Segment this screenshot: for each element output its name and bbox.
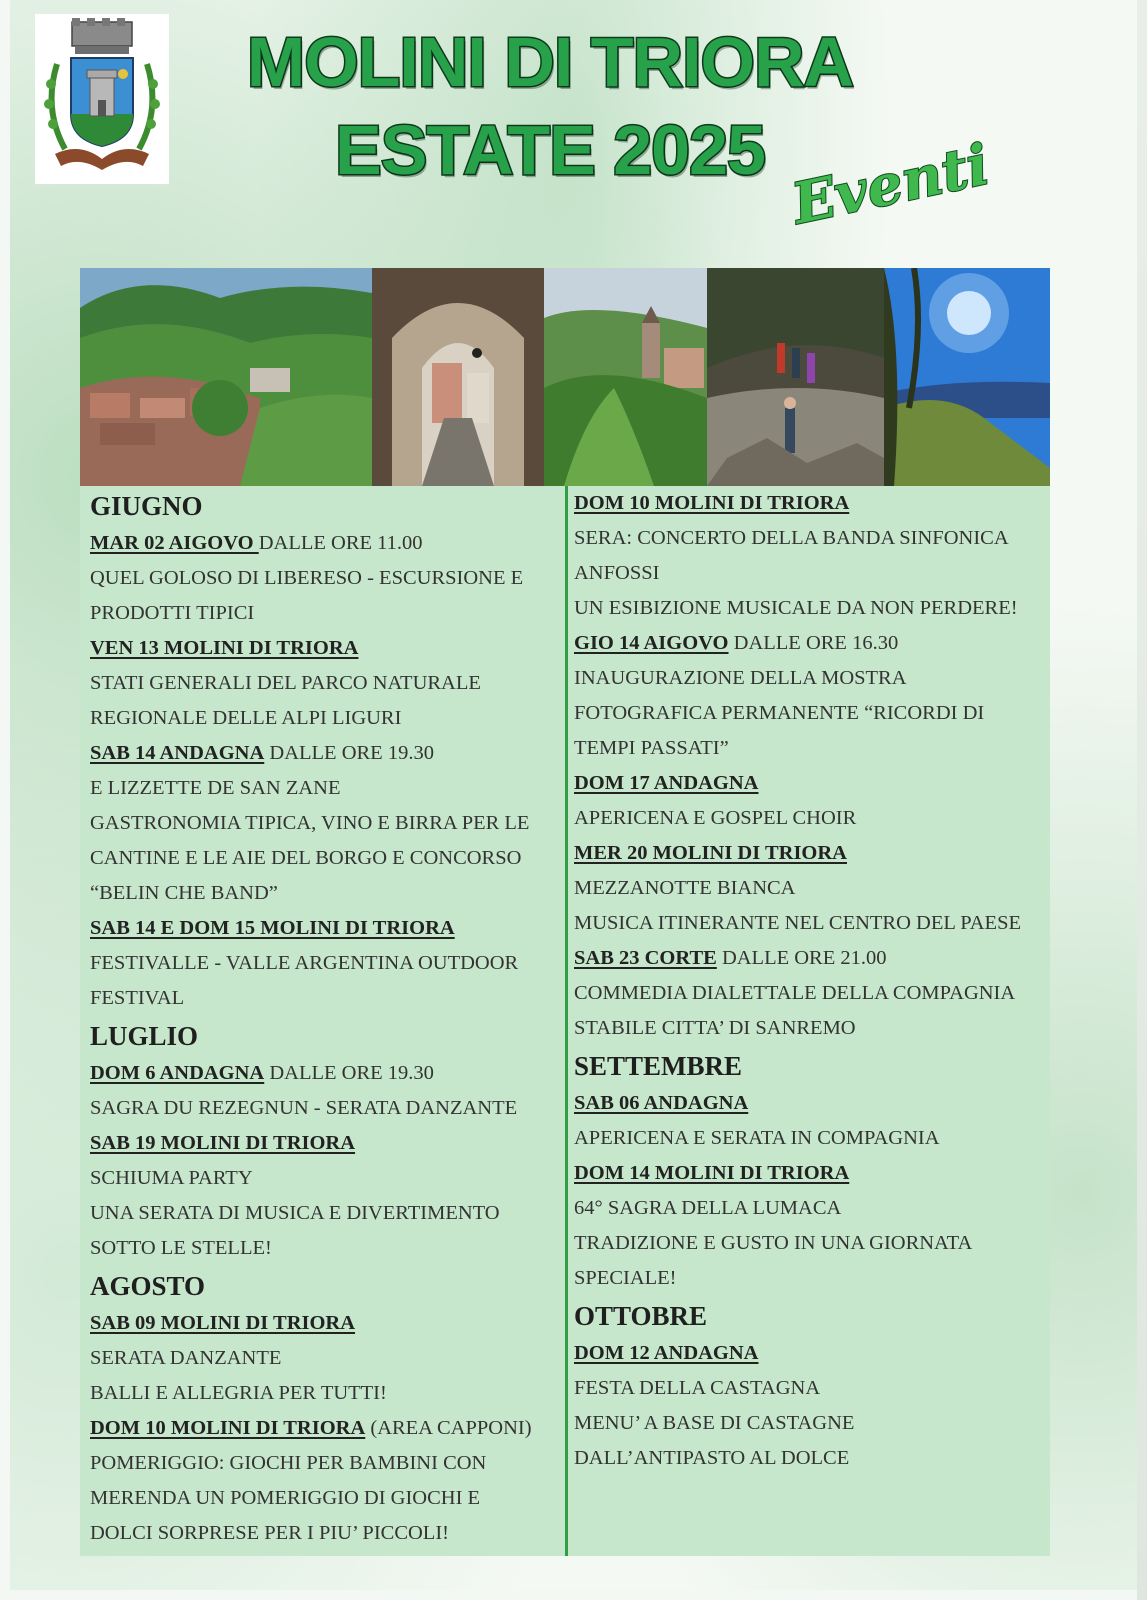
- event-date-place: DOM 12 ANDAGNA: [574, 1342, 759, 1364]
- event-date-place: DOM 17 ANDAGNA: [574, 772, 759, 794]
- event-description: SPECIALE!: [574, 1267, 677, 1289]
- event-header: [90, 1056, 560, 1091]
- event-date-place: SAB 09 MOLINI DI TRIORA: [90, 1312, 356, 1334]
- sunlit-mountain-ridge-photo: [884, 268, 1050, 486]
- event-description: MERENDA UN POMERIGGIO DI GIOCHI E: [90, 1487, 481, 1509]
- stone-archway-street-photo: [372, 268, 544, 486]
- poster-subtitle: Eventi: [786, 131, 995, 238]
- event-date-place: DOM 14 MOLINI DI TRIORA: [574, 1162, 850, 1184]
- page-edge: [1137, 0, 1147, 1600]
- event-description: FESTA DELLA CASTAGNA: [574, 1377, 821, 1399]
- poster-season: ESTATE 2025: [335, 111, 765, 189]
- event-description: SAGRA DU REZEGNUN - SERATA DANZANTE: [90, 1097, 518, 1119]
- events-column-left: [90, 486, 560, 1551]
- event-date-place: DOM 10 MOLINI DI TRIORA: [90, 1417, 366, 1439]
- event-header: [574, 1156, 1054, 1191]
- event-description: UN ESIBIZIONE MUSICALE DA NON PERDERE!: [574, 597, 1018, 619]
- event-description: DALL’ANTIPASTO AL DOLCE: [574, 1447, 850, 1469]
- event-header: [574, 1336, 1054, 1371]
- event-description: APERICENA E GOSPEL CHOIR: [574, 807, 857, 829]
- event-description: TRADIZIONE E GUSTO IN UNA GIORNATA: [574, 1232, 973, 1254]
- event-header: [574, 766, 1054, 801]
- event-header: [574, 1086, 1054, 1121]
- event-description: SERATA DANZANTE: [90, 1347, 282, 1369]
- event-description: FOTOGRAFICA PERMANENTE “RICORDI DI: [574, 702, 985, 724]
- event-date-place: SAB 14 E DOM 15 MOLINI DI TRIORA: [90, 917, 455, 939]
- event-description: E LIZZETTE DE SAN ZANE: [90, 777, 341, 799]
- coat-of-arms-icon: [35, 14, 169, 184]
- event-description: QUEL GOLOSO DI LIBERESO - ESCURSIONE E: [90, 567, 524, 589]
- events-column-right: [574, 486, 1054, 1476]
- event-time: DALLE ORE 21.00: [716, 947, 887, 969]
- village-hillside-photo: [80, 268, 372, 486]
- event-header: [90, 736, 560, 771]
- month-heading: SETTEMBRE: [574, 1051, 743, 1081]
- event-date-place: GIO 14 AIGOVO: [574, 632, 729, 654]
- event-description: SOTTO LE STELLE!: [90, 1237, 272, 1259]
- event-description: 64° SAGRA DELLA LUMACA: [574, 1197, 842, 1219]
- event-description: STATI GENERALI DEL PARCO NATURALE: [90, 672, 481, 694]
- event-header: [574, 836, 1054, 871]
- month-heading: LUGLIO: [90, 1021, 199, 1051]
- event-description: MENU’ A BASE DI CASTAGNE: [574, 1412, 855, 1434]
- event-header: [90, 911, 560, 946]
- event-header: [90, 631, 560, 666]
- event-description: SCHIUMA PARTY: [90, 1167, 253, 1189]
- event-header: [574, 626, 1054, 661]
- event-time: (AREA CAPPONI): [365, 1417, 532, 1439]
- event-date-place: VEN 13 MOLINI DI TRIORA: [90, 637, 359, 659]
- event-header: [574, 486, 1054, 521]
- event-header: [90, 1126, 560, 1161]
- column-divider: [565, 486, 568, 1556]
- event-time: DALLE ORE 19.30: [264, 742, 434, 764]
- event-description: INAUGURAZIONE DELLA MOSTRA: [574, 667, 907, 689]
- event-description: CANTINE E LE AIE DEL BORGO E CONCORSO: [90, 847, 522, 869]
- event-time: DALLE ORE 16.30: [728, 632, 899, 654]
- event-header: [90, 526, 560, 561]
- event-description: PRODOTTI TIPICI: [90, 602, 255, 624]
- event-description: FESTIVAL: [90, 987, 185, 1009]
- event-description: SERA: CONCERTO DELLA BANDA SINFONICA: [574, 527, 1009, 549]
- event-description: UNA SERATA DI MUSICA E DIVERTIMENTO: [90, 1202, 500, 1224]
- bell-tower-greenery-photo: [544, 268, 707, 486]
- event-description: REGIONALE DELLE ALPI LIGURI: [90, 707, 402, 729]
- month-heading: OTTOBRE: [574, 1301, 708, 1331]
- event-description: BALLI E ALLEGRIA PER TUTTI!: [90, 1382, 387, 1404]
- poster-title: MOLINI DI TRIORA: [246, 23, 854, 101]
- event-description: TEMPI PASSATI”: [574, 737, 729, 759]
- hikers-on-trail-photo: [707, 268, 884, 486]
- event-description: APERICENA E SERATA IN COMPAGNIA: [574, 1127, 940, 1149]
- photo-strip: [80, 268, 1050, 486]
- event-description: MEZZANOTTE BIANCA: [574, 877, 796, 899]
- event-date-place: SAB 23 CORTE: [574, 947, 717, 969]
- event-header: [90, 1411, 560, 1446]
- event-date-place: SAB 06 ANDAGNA: [574, 1092, 749, 1114]
- event-header: [574, 941, 1054, 976]
- event-description: FESTIVALLE - VALLE ARGENTINA OUTDOOR: [90, 952, 519, 974]
- event-description: GASTRONOMIA TIPICA, VINO E BIRRA PER LE: [90, 812, 530, 834]
- event-time: DALLE ORE 11.00: [258, 532, 423, 554]
- event-description: ANFOSSI: [574, 562, 660, 584]
- event-description: POMERIGGIO: GIOCHI PER BAMBINI CON: [90, 1452, 487, 1474]
- event-date-place: MER 20 MOLINI DI TRIORA: [574, 842, 847, 864]
- month-heading: GIUGNO: [90, 491, 203, 521]
- event-description: MUSICA ITINERANTE NEL CENTRO DEL PAESE: [574, 912, 1022, 934]
- event-description: COMMEDIA DIALETTALE DELLA COMPAGNIA: [574, 982, 1016, 1004]
- event-time: DALLE ORE 19.30: [264, 1062, 434, 1084]
- event-date-place: DOM 6 ANDAGNA: [90, 1062, 265, 1084]
- event-description: DOLCI SORPRESE PER I PIU’ PICCOLI!: [90, 1522, 449, 1544]
- event-description: “BELIN CHE BAND”: [90, 882, 278, 904]
- event-header: [90, 1306, 560, 1341]
- event-date-place: MAR 02 AIGOVO: [90, 532, 259, 554]
- event-date-place: DOM 10 MOLINI DI TRIORA: [574, 492, 850, 514]
- event-description: STABILE CITTA’ DI SANREMO: [574, 1017, 856, 1039]
- event-date-place: SAB 14 ANDAGNA: [90, 742, 265, 764]
- month-heading: AGOSTO: [90, 1271, 206, 1301]
- event-date-place: SAB 19 MOLINI DI TRIORA: [90, 1132, 356, 1154]
